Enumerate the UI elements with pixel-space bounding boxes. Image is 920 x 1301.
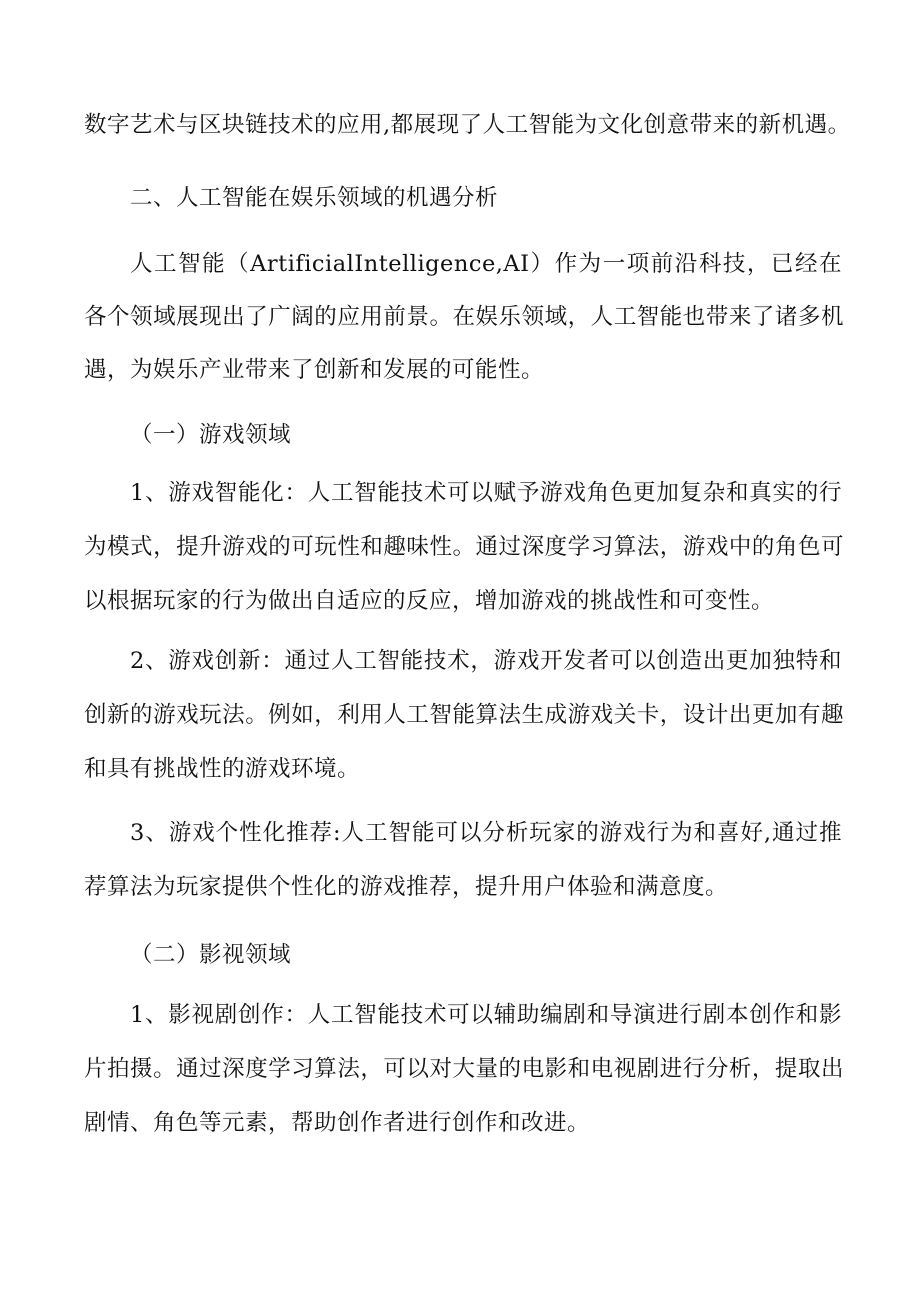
body-text-line: 以根据玩家的行为做出自适应的反应，增加游戏的挑战性和可变性。	[84, 588, 775, 614]
body-text-line: 1、影视剧创作：人工智能技术可以辅助编剧和导演进行剧本创作和影	[130, 1002, 842, 1028]
body-text-line: 数字艺术与区块链技术的应用,都展现了人工智能为文化创意带来的新机遇。	[84, 112, 851, 138]
body-text-line: 剧情、角色等元素，帮助创作者进行创作和改进。	[84, 1110, 591, 1136]
body-text-line: 创新的游戏玩法。例如，利用人工智能算法生成游戏关卡，设计出更加有趣	[84, 702, 844, 728]
section-heading: 二、人工智能在娱乐领域的机遇分析	[130, 185, 499, 211]
body-text-line: 片拍摄。通过深度学习算法，可以对大量的电影和电视剧进行分析，提取出	[84, 1056, 844, 1082]
body-text-line: 1、游戏智能化：人工智能技术可以赋予游戏角色更加复杂和真实的行	[130, 480, 842, 506]
body-text-line: 3、游戏个性化推荐:人工智能可以分析玩家的游戏行为和喜好,通过推	[130, 820, 842, 846]
body-text-line: 为模式，提升游戏的可玩性和趣味性。通过深度学习算法，游戏中的角色可	[84, 534, 844, 560]
body-text-line: 人工智能（ArtificialIntelligence,AI）作为一项前沿科技，已经在	[130, 251, 842, 277]
subsection-heading: （二）影视领域	[130, 942, 292, 968]
body-text-line: 荐算法为玩家提供个性化的游戏推荐，提升用户体验和满意度。	[84, 874, 729, 900]
body-text-line: 遇，为娱乐产业带来了创新和发展的可能性。	[84, 357, 545, 383]
body-text-line: 2、游戏创新：通过人工智能技术，游戏开发者可以创造出更加独特和	[130, 648, 842, 674]
subsection-heading: （一）游戏领域	[130, 422, 292, 448]
body-text-line: 和具有挑战性的游戏环境。	[84, 756, 361, 782]
body-text-line: 各个领域展现出了广阔的应用前景。在娱乐领域，人工智能也带来了诸多机	[84, 304, 844, 330]
